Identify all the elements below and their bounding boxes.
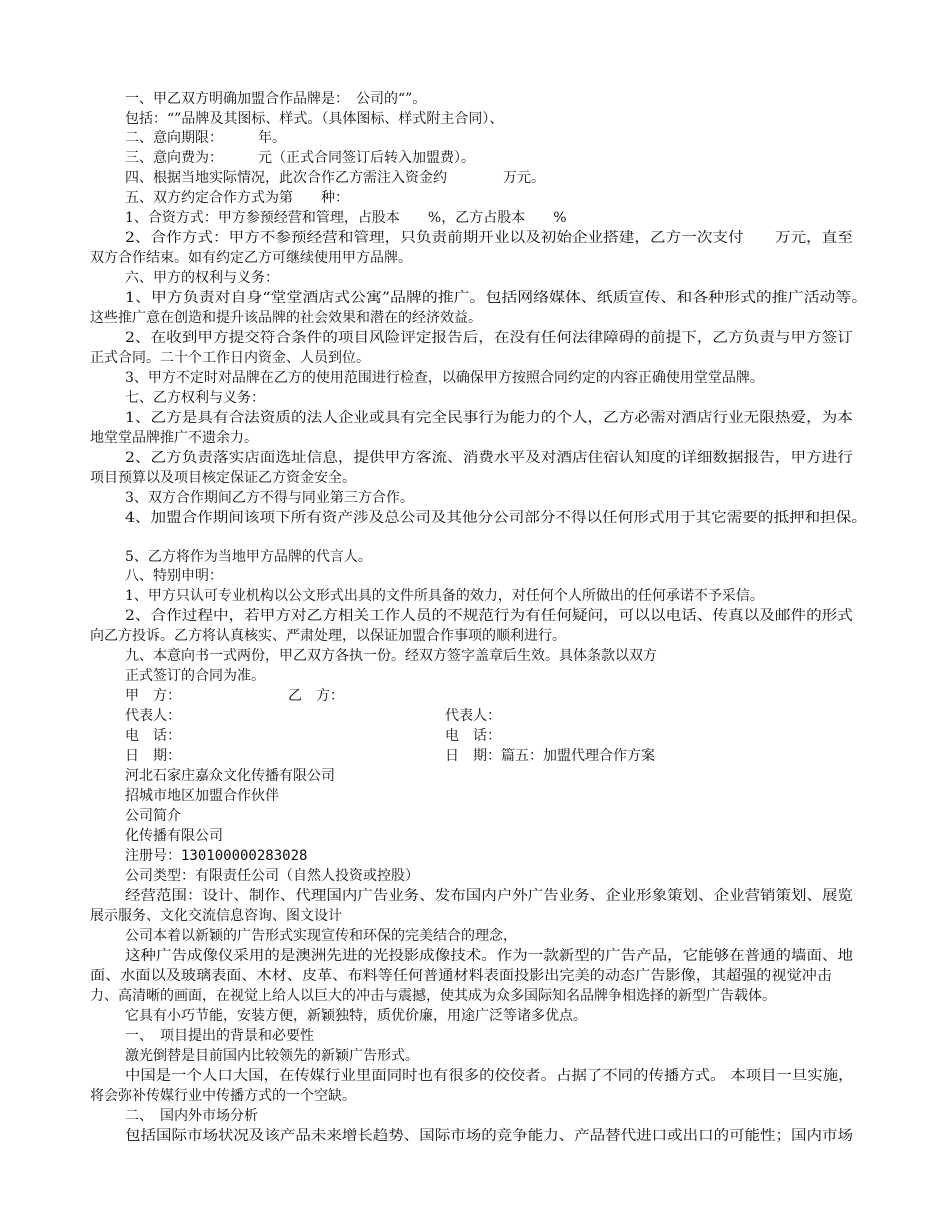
text-line: 5、乙方将作为当地甲方品牌的代言人。 [125,549,372,565]
text-line: 五、双方约定合作方式为第 种： [125,190,349,206]
text-line: 4、加盟合作期间该项下所有资产涉及总公司及其他分公司部分不得以任何形式用于其它需要的抵押和担保。 [125,510,867,526]
text-line: 包括国际市场状况及该产品未来增长趋势、国际市场的竞争能力、产品替代进口或出口的可能性；国内市场 [125,1128,853,1144]
text-line: 代表人： [445,708,501,724]
text-line: 公司类型：有限责任公司（自然人投资或控股） [125,868,419,884]
text-line: 3、甲方不定时对品牌在乙方的使用范围进行检查，以确保甲方按照合同约定的内容正确使用堂堂品牌。 [125,370,764,386]
text-line: 1、乙方是具有合法资质的法人企业或具有完全民事行为能力的个人，乙方必需对酒店行业无限热爱，为本 [125,410,853,426]
text-line: 2、合作方式：甲方不参预经营和管理，只负责前期开业以及初始企业搭建，乙方一次支付 万元，直至 [125,230,853,246]
text-line: 二、 国内外市场分析 [125,1108,258,1124]
text-line: 注册号：130100000283028 [125,848,308,864]
text-line: 九、本意向书一式两份，甲乙双方各执一份。经双方签字盖章后生效。具体条款以双方 [125,648,657,664]
text-line: 向乙方投诉。乙方将认真核实、严肃处理，以保证加盟合作事项的顺利进行。 [90,628,566,644]
text-line: 2、乙方负责落实店面选址信息，提供甲方客流、消费水平及对酒店住宿认知度的详细数据报告，甲方进行 [125,450,853,466]
text-line: 力、高清晰的画面，在视觉上给人以巨大的冲击与震撼，使其成为众多国际知名品牌争相选择的新型广告载体。 [90,988,776,1004]
text-line: 正式签订的合同为准。 [125,668,265,684]
text-line: 项目预算以及项目核定保证乙方资金安全。 [90,470,356,486]
text-line: 经营范围：设计、制作、代理国内广告业务、发布国内户外广告业务、企业形象策划、企业营销策划、展览 [125,888,853,904]
text-line: 公司简介 [125,808,181,824]
text-line: 七、乙方权利与义务： [125,390,265,406]
text-line: 1、甲方只认可专业机构以公文形式出具的文件所具备的效力，对任何个人所做出的任何承诺不予采信。 [125,588,764,604]
text-line: 三、意向费为： 元（正式合同签订后转入加盟费）。 [125,150,475,166]
text-line: 地堂堂品牌推广不遗余力。 [90,430,258,446]
text-line: 日 期：篇五：加盟代理合作方案 [445,748,655,764]
text-line: 展示服务、文化交流信息咨询、图文设计 [90,908,342,924]
text-line: 3、双方合作期间乙方不得与同业第三方合作。 [125,490,414,506]
text-line: 招城市地区加盟合作伙伴 [125,788,279,804]
text-line: 这种广告成像仪采用的是澳洲先进的光投影成像技术。作为一款新型的广告产品，它能够在普通的墙面、地 [125,948,853,964]
text-line: 中国是一个人口大国，在传媒行业里面同时也有很多的佼佼者。占据了不同的传播方式。 本项目一旦实施， [125,1068,854,1084]
text-line: 一、 项目提出的背景和必要性 [125,1028,314,1044]
text-line: 电 话： [125,728,181,744]
text-line: 2、在收到甲方提交符合条件的项目风险评定报告后，在没有任何法律障碍的前提下，乙方负责与甲方签订 [125,330,853,346]
text-line: 双方合作结束。如有约定乙方可继续使用甲方品牌。 [90,250,412,266]
text-line: 1、合资方式：甲方参预经营和管理，占股本 %，乙方占股本 % [125,210,567,226]
text-line: 甲 方： [125,688,181,704]
text-line: 将会弥补传媒行业中传播方式的一个空缺。 [90,1088,356,1104]
text-line: 正式合同。二十个工作日内资金、人员到位。 [90,350,370,366]
text-line: 它具有小巧节能，安装方便，新颖独特，质优价廉，用途广泛等诸多优点。 [125,1008,587,1024]
text-line: 2、合作过程中，若甲方对乙方相关工作人员的不规范行为有任何疑问，可以以电话、传真以及邮件的形式 [125,608,853,624]
text-line: 包括：“”品牌及其图标、样式。（具体图标、样式附主合同）、 [125,111,504,127]
text-line: 河北石家庄嘉众文化传播有限公司 [125,768,335,784]
text-line: 公司本着以新颖的广告形式实现宣传和环保的完美结合的理念， [125,928,517,944]
text-line: 代表人： [125,708,181,724]
text-line: 四、根据当地实际情况，此次合作乙方需注入资金约 万元。 [125,170,545,186]
text-line: 二、意向期限： 年。 [125,130,286,146]
text-line: 一、甲乙双方明确加盟合作品牌是： 公司的“”。 [125,91,427,107]
text-line: 六、甲方的权利与义务： [125,270,279,286]
text-line: 日 期： [125,748,181,764]
text-line: 电 话： [445,728,501,744]
text-line: 激光倒替是目前国内比较领先的新颖广告形式。 [125,1048,419,1064]
text-line: 这些推广意在创造和提升该品牌的社会效果和潜在的经济效益。 [90,310,482,326]
text-line: 乙 方： [288,688,344,704]
text-line: 化传播有限公司 [125,828,223,844]
text-line: 1、甲方负责对自身“堂堂酒店式公寓”品牌的推广。包括网络媒体、纸质宣传、和各种形式的推广活动等。 [125,290,868,306]
text-line: 八、特别申明： [125,568,223,584]
text-line: 面、水面以及玻璃表面、木材、皮革、布料等任何普通材料表面投影出完美的动态广告影像，其超强的视觉冲击 [90,968,832,984]
